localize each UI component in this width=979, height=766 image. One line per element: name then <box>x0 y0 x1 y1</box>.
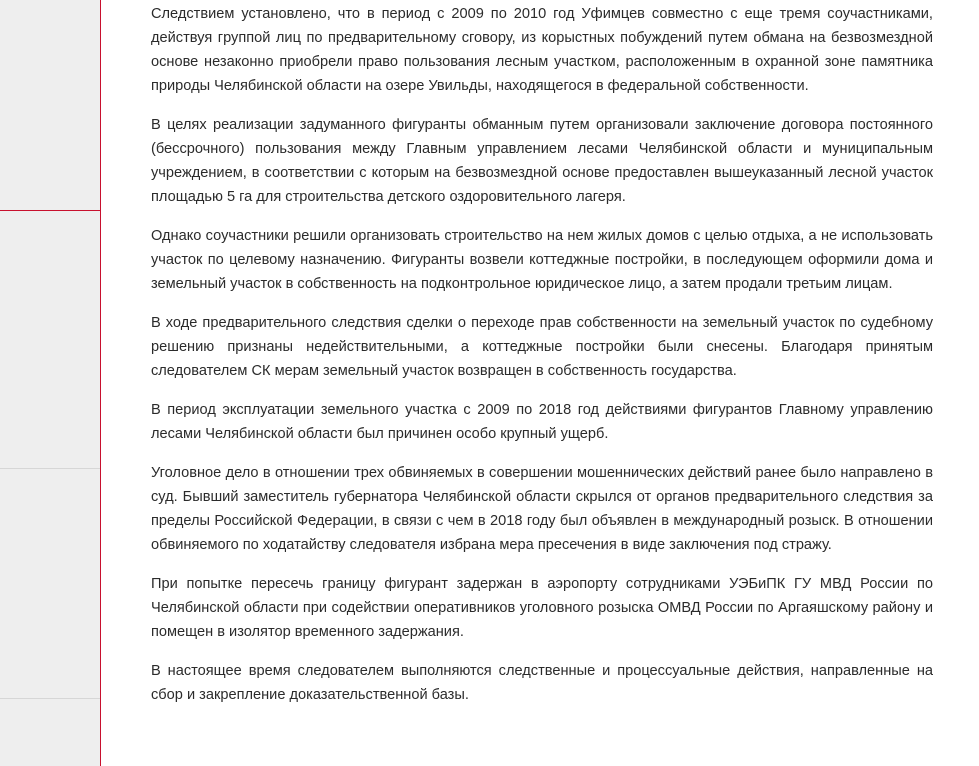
article-paragraph: В период эксплуатации земельного участка с 2009 по 2018 год действиями фигурантов Главному управлению лесами Челябинской области был причинен особо крупный ущерб. <box>151 402 933 442</box>
article-paragraph: В целях реализации задуманного фигуранты обманным путем организовали заключение договора постоянного (бессрочного) пользования между Главным управлением лесами Челябинской области и муниципальным учреждением, в соответствии с которым на безвозмездной основе предоставлен вышеуказанный лесной участок площадью 5 га для строительства детского оздоровительного лагеря. <box>151 117 933 205</box>
left-sidebar <box>0 0 101 766</box>
article-paragraph: Следствием установлено, что в период с 2009 по 2010 год Уфимцев совместно с еще тремя соучастниками, действуя группой лиц по предварительному сговору, из корыстных побуждений путем обмана на безвозмездной основе незаконно приобрели право пользования лесным участком, расположенным в охранной зоне памятника природы Челябинской области на озере Увильды, находящегося в федеральной собственности. <box>151 6 933 94</box>
article-paragraph: При попытке пересечь границу фигурант задержан в аэропорту сотрудниками УЭБиПК ГУ МВД России по Челябинской области при содействии оперативников уголовного розыска ОМВД России по Аргаяшскому району и помещен в изолятор временного задержания. <box>151 576 933 640</box>
article-paragraph: В настоящее время следователем выполняются следственные и процессуальные действия, направленные на сбор и закрепление доказательственной базы. <box>151 663 933 703</box>
article-paragraph: В ходе предварительного следствия сделки о переходе прав собственности на земельный участок по судебному решению признаны недействительными, а коттеджные постройки были снесены. Благодаря принятым следователем СК мерам земельный участок возвращен в собственность государства. <box>151 315 933 379</box>
article-paragraph: Однако соучастники решили организовать строительство на нем жилых домов с целью отдыха, а не использовать участок по целевому назначению. Фигуранты возвели коттеджные постройки, в последующем оформили дома и земельный участок в собственность на подконтрольное юридическое лицо, а затем продали третьим лицам. <box>151 228 933 292</box>
article-body <box>151 2 933 722</box>
sidebar-divider <box>0 210 100 211</box>
sidebar-divider <box>0 698 100 699</box>
article-paragraph: Уголовное дело в отношении трех обвиняемых в совершении мошеннических действий ранее было направлено в суд. Бывший заместитель губернатора Челябинской области скрылся от органов предварительного следствия за пределы Российской Федерации, в связи с чем в 2018 году был объявлен в международный розыск. В отношении обвиняемого по ходатайству следователя избрана мера пресечения в виде заключения под стражу. <box>151 465 933 553</box>
sidebar-divider <box>0 468 100 469</box>
